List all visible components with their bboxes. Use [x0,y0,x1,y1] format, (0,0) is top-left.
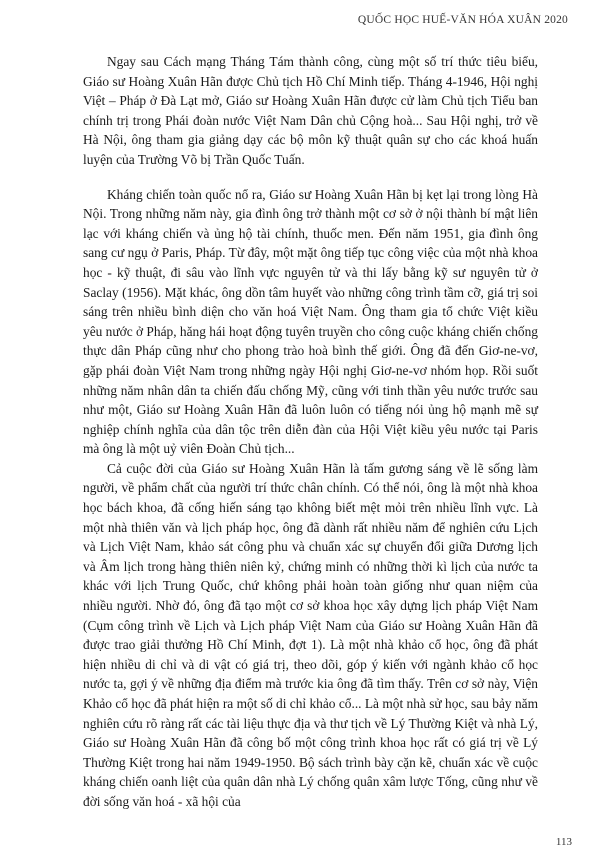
running-header: QUỐC HỌC HUẾ-VĂN HÓA XUÂN 2020 [357,14,568,26]
page-number: 113 [555,836,572,848]
paragraph-3: Cả cuộc đời của Giáo sư Hoàng Xuân Hãn là tấm gương sáng về lẽ sống làm người, về phẩm chất của người trí thức chân chính. Có thể nói, ông là một nhà khoa học bách khoa, đã cống hiến sáng tạo không biết mệt mỏi trên nhiều lĩnh vực. Là một nhà thiên văn và lịch pháp học, ông đã dành rất nhiều năm để nghiên cứu Lịch và Lịch Việt Nam, khảo sát công phu và chuẩn xác sự chuyển đổi giữa Dương lịch và Âm lịch trong hàng thiên niên kỷ, chứng minh có những thời kì lịch của nước ta khác với lịch Trung Quốc, chứ không phải hoàn toàn giống như quan niệm của nhiều người. Nhờ đó, ông đã tạo một cơ sở khoa học xây dựng lịch pháp Việt Nam (Cụm công trình về Lịch và Lịch pháp Việt Nam của Giáo sư Hoàng Xuân Hãn đã được trao giải thưởng Hồ Chí Minh, đợt 1). Là một nhà khảo cổ học, ông đã phát hiện nhiều di chỉ và di vật có giá trị, theo dõi, góp ý kiến với ngành khảo cổ học nước ta, gợi ý về những địa điểm mà trước kia ông đã tìm thấy. Trên cơ sở này, Viện Khảo cổ học đã phát hiện ra một số di chỉ khảo cổ... Là một nhà sử học, sau bảy năm nghiên cứu rõ ràng rất các tài liệu thực địa và thư tịch về Lý Thường Kiệt và nhà Lý, Giáo sư Hoàng Xuân Hãn đã công bố một công trình khoa học rất có giá trị về Lý Thường Kiệt trong hai năm 1949-1950. Bộ sách trình bày cặn kẽ, chuẩn xác về cuộc kháng chiến oanh liệt của quân dân nhà Lý chống quân xâm lược Tống, cũng như về đời sống văn hoá - xã hội của [83,460,538,809]
paragraph-2: Kháng chiến toàn quốc nổ ra, Giáo sư Hoàng Xuân Hãn bị kẹt lại trong lòng Hà Nội. Trong những năm này, gia đình ông trở thành một cơ sở ở nội thành bí mật liên lạc với kháng chiến và ủng hộ tài chính, thuốc men. Đến năm 1951, gia đình ông sang cư ngụ ở Paris, Pháp. Từ đây, một mặt ông tiếp tục công việc của một nhà khoa học - kỹ thuật, đi sâu vào lĩnh vực nguyên tử và thi lấy bằng kỹ sư nguyên tử ở Saclay (1956). Mặt khác, ông dồn tâm huyết vào những công trình tầm cỡ, giá trị soi sáng trên nhiều bình diện cho văn hoá Việt Nam. Ông tham gia tổ chức Việt kiều yêu nước ở Pháp, hăng hái hoạt động tuyên truyền cho công cuộc kháng chiến chống thực dân Pháp cũng như cho phong trào hoà bình thế giới. Ông đã đến Giơ-ne-vơ, gặp phái đoàn Việt Nam trong những ngày Hội nghị Giơ-ne-vơ nhóm họp. Rồi suốt những năm nhân dân ta chiến đấu chống Mỹ, cũng với tinh thần yêu nước trước sau như một, Giáo sư Hoàng Xuân Hãn đã luôn luôn có tiếng nói ủng hộ mạnh mẽ sự nghiệp chính nghĩa của dân tộc trên diễn đàn của Hội Việt kiều yêu nước tại Paris mà ông là một uỷ viên Đoàn Chủ tịch... [83,186,539,457]
paragraph-1: Ngay sau Cách mạng Tháng Tám thành công, cùng một số trí thức tiêu biểu, Giáo sư Hoàng Xuân Hãn được Chủ tịch Hồ Chí Minh tiếp. Tháng 4-1946, Hội nghị Việt – Pháp ở Đà Lạt mở, Giáo sư Hoàng Xuân Hãn được cử làm Chủ tịch Tiểu ban chính trị trong Phái đoàn nước Việt Nam Dân chủ Cộng hoà... Sau Hội nghị, trở về Hà Nội, ông tham gia giảng dạy các bộ môn kỹ thuật quân sự cho các khoá huấn luyện của Trường Võ bị Trần Quốc Tuấn. [83,54,538,167]
article-body [83,52,538,812]
